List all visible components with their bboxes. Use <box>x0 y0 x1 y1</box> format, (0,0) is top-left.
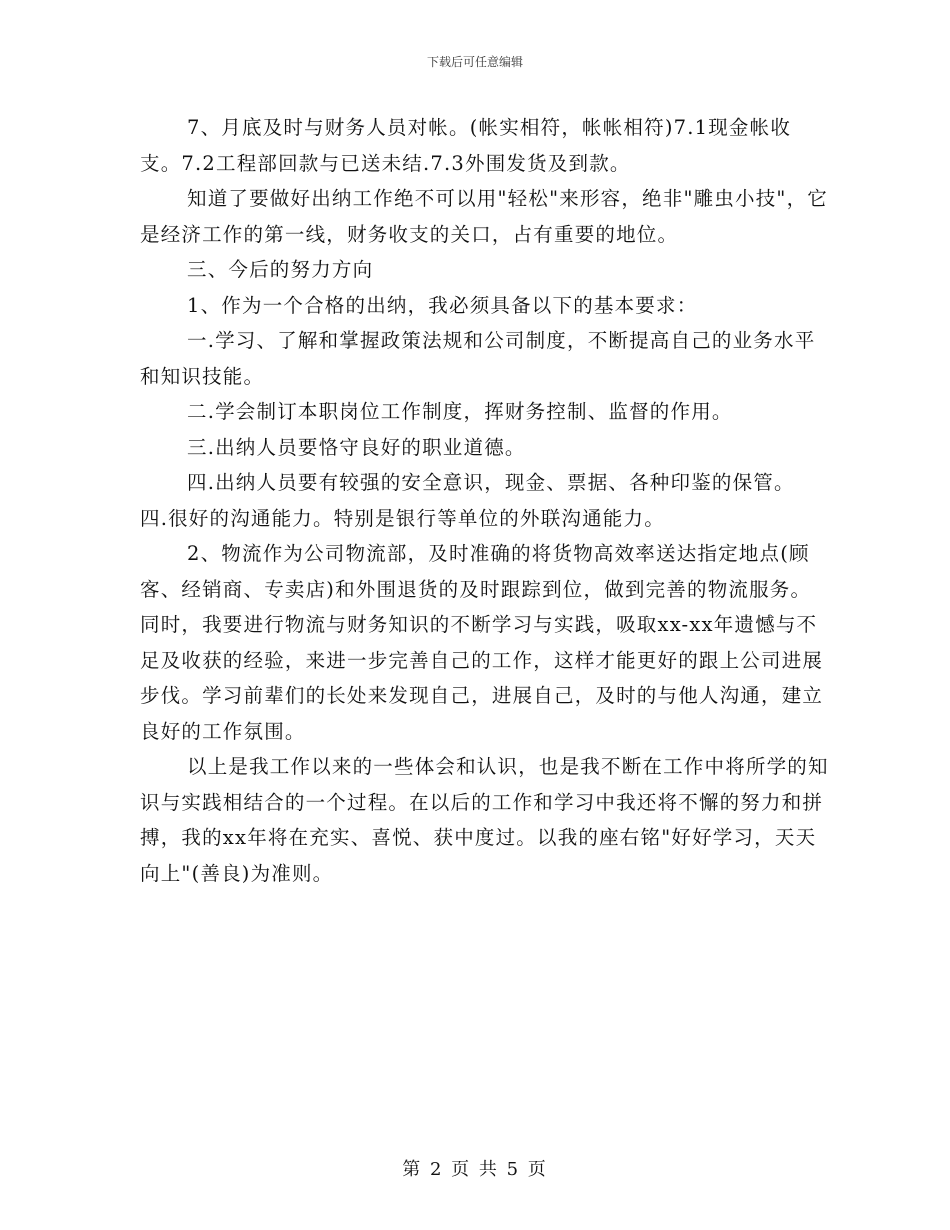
page-header: 下载后可任意编辑 <box>426 55 523 69</box>
document-body <box>140 110 830 891</box>
paragraph-cashier-importance: 知道了要做好出纳工作绝不可以用"轻松"来形容，绝非"雕虫小技"，它是经济工作的第一线，财务收支的关口，占有重要的地位。 <box>140 187 828 246</box>
list-item-security-awareness: 四.出纳人员要有较强的安全意识，现金、票据、各种印鉴的保管。 <box>187 471 795 494</box>
page-number: 第 2 页 共 5 页 <box>402 1159 548 1180</box>
list-item-communication: 四.很好的沟通能力。特别是银行等单位的外联沟通能力。 <box>140 506 665 530</box>
paragraph-logistics: 2、物流作为公司物流部，及时准确的将货物高效率送达指定地点(顾客、经销商、专卖店)和外围退货的及时跟踪到位，做到完善的物流服务。同时，我要进行物流与财务知识的不断学习与实践，吸取xx-xx年遗憾与不足及收获的经验，来进一步完善自己的工作，这样才能更好的跟上公司进展步伐。学习前辈们的长处来发现自己，进展自己，及时的与他人沟通，建立良好的工作氛围。 <box>140 542 824 743</box>
paragraph-month-end-reconciliation: 7、月底及时与财务人员对帐。(帐实相符，帐帐相符)7.1现金帐收支。7.2工程部回款与已送未结.7.3外围发货及到款。 <box>140 116 792 175</box>
paragraph-conclusion: 以上是我工作以来的一些体会和认识，也是我不断在工作中将所学的知识与实践相结合的一个过程。在以后的工作和学习中我还将不懈的努力和拼搏，我的xx年将在充实、喜悦、获中度过。以我的座右铭"好好学习，天天向上"(善良)为准则。 <box>140 755 829 885</box>
list-item-work-system: 二.学会制订本职岗位工作制度，挥财务控制、监督的作用。 <box>187 400 733 423</box>
list-item-professional-ethics: 三.出纳人员要恪守良好的职业道德。 <box>187 435 526 459</box>
section-heading-future-direction: 三、今后的努力方向 <box>187 258 374 281</box>
paragraph-basic-requirements: 1、作为一个合格的出纳，我必须具备以下的基本要求： <box>187 293 698 317</box>
list-item-learn-policies: 一.学习、了解和掌握政策法规和公司制度，不断提高自己的业务水平和知识技能。 <box>140 329 816 388</box>
